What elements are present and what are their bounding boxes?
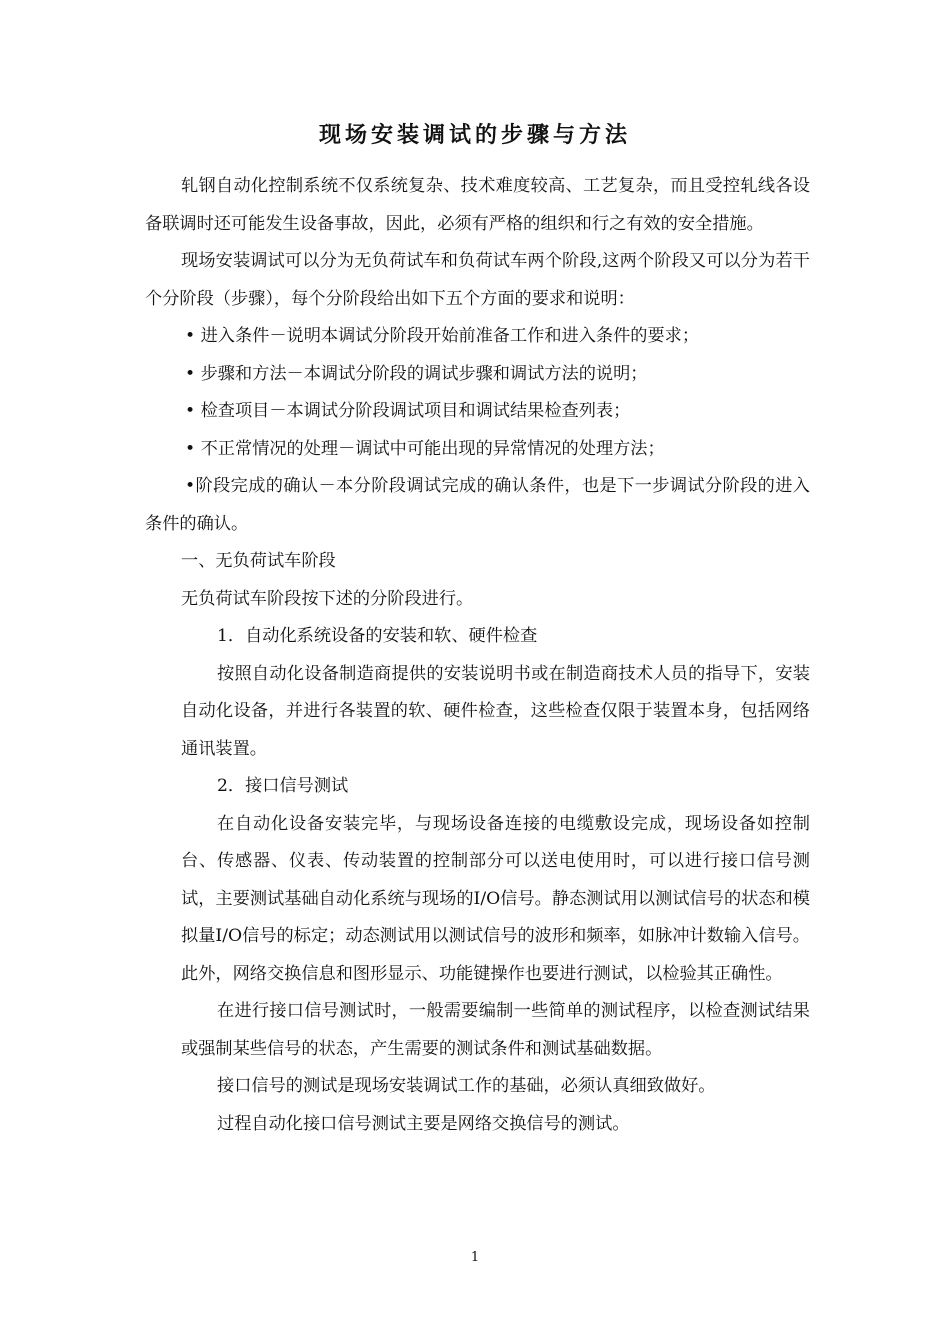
intro-paragraph: 轧钢自动化控制系统不仅系统复杂、技术难度较高、工艺复杂，而且受控轧线各设备联调时还可能发生设备事故，因此，必须有严格的组织和行之有效的安全措施。 bbox=[145, 176, 810, 234]
document-body bbox=[145, 168, 810, 1143]
subsection-2-paragraph-4: 过程自动化接口信号测试主要是网络交换信号的测试。 bbox=[217, 1113, 630, 1134]
subsection-heading-2: 2．接口信号测试 bbox=[217, 776, 349, 796]
bullet-entry-condition: • 进入条件－说明本调试分阶段开始前准备工作和进入条件的要求； bbox=[185, 326, 700, 346]
subsection-heading-1: 1．自动化系统设备的安装和软、硬件检查 bbox=[217, 626, 538, 646]
page-number: 1 bbox=[470, 1250, 480, 1265]
section-intro: 无负荷试车阶段按下述的分阶段进行。 bbox=[181, 588, 474, 609]
section-heading-no-load: 一、无负荷试车阶段 bbox=[181, 551, 336, 571]
bullet-steps-methods: • 步骤和方法－本调试分阶段的调试步骤和调试方法的说明； bbox=[185, 363, 648, 384]
bullet-abnormal-handling: • 不正常情况的处理－调试中可能出现的异常情况的处理方法； bbox=[185, 438, 665, 459]
page-title: 现场安装调试的步骤与方法 bbox=[318, 122, 631, 148]
bullet-stage-confirmation: •阶段完成的确认－本分阶段调试完成的确认条件，也是下一步调试分阶段的进入条件的确认。 bbox=[145, 476, 810, 534]
subsection-2-paragraph-1: 在自动化设备安装完毕，与现场设备连接的电缆敷设完成，现场设备如控制台、传感器、仪表、传动装置的控制部分可以送电使用时，可以进行接口信号测试，主要测试基础自动化系统与现场的I/O信号。静态测试用以测试信号的状态和模拟量I/O信号的标定；动态测试用以测试信号的波形和频率，如脉冲计数输入信号。此外，网络交换信息和图形显示、功能键操作也要进行测试，以检验其正确性。 bbox=[181, 813, 810, 984]
subsection-2-paragraph-3: 接口信号的测试是现场安装调试工作的基础，必须认真细致做好。 bbox=[217, 1076, 716, 1096]
bullet-check-items: • 检查项目－本调试分阶段调试项目和调试结果检查列表； bbox=[185, 401, 631, 421]
subsection-2-paragraph-2: 在进行接口信号测试时，一般需要编制一些简单的测试程序，以检查测试结果或强制某些信号的状态，产生需要的测试条件和测试基础数据。 bbox=[181, 1001, 810, 1059]
stages-paragraph: 现场安装调试可以分为无负荷试车和负荷试车两个阶段,这两个阶段又可以分为若干个分阶段（步骤），每个分阶段给出如下五个方面的要求和说明： bbox=[145, 251, 810, 309]
subsection-1-paragraph: 按照自动化设备制造商提供的安装说明书或在制造商技术人员的指导下，安装自动化设备，并进行各装置的软、硬件检查，这些检查仅限于装置本身，包括网络通讯装置。 bbox=[181, 663, 810, 759]
